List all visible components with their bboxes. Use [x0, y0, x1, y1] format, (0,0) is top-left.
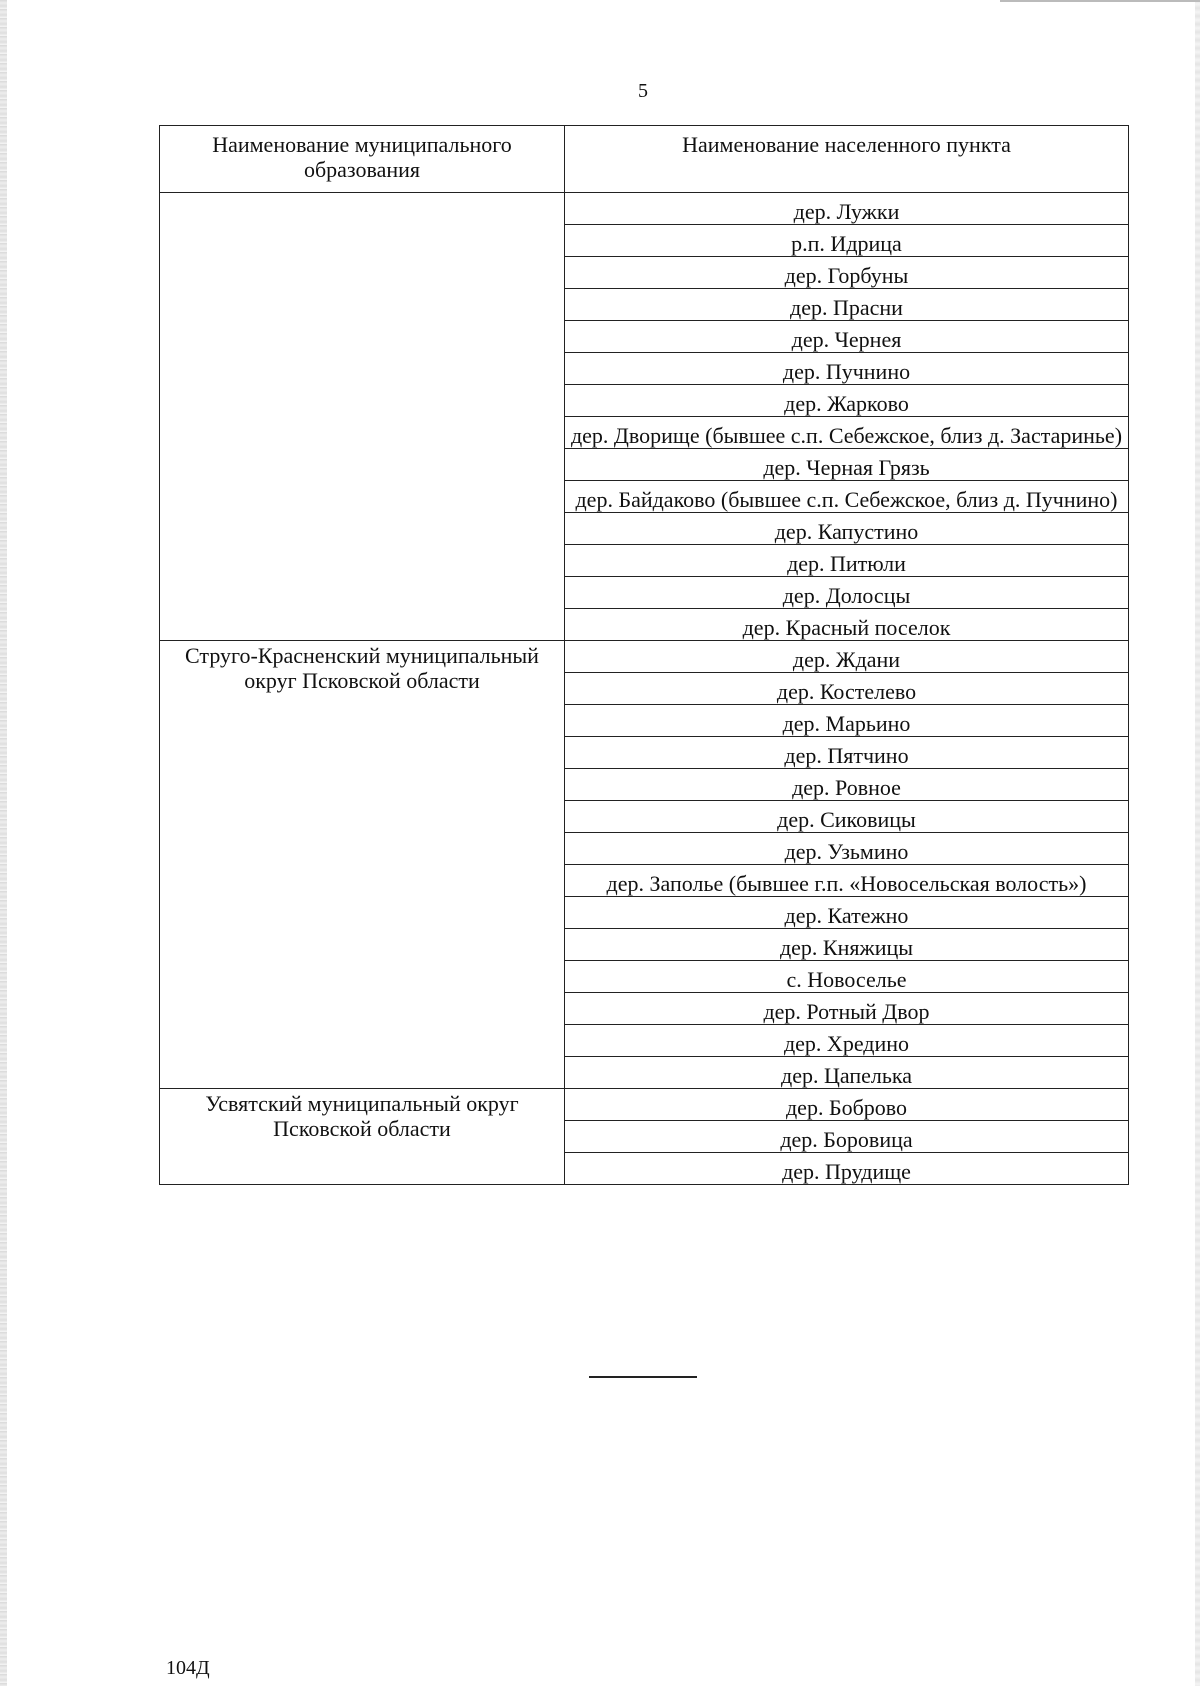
settlement-cell: с. Новоселье — [565, 961, 1129, 993]
settlement-cell: р.п. Идрица — [565, 225, 1129, 257]
settlement-cell: дер. Прудище — [565, 1153, 1129, 1185]
municipality-cell — [160, 193, 565, 641]
settlement-cell: дер. Чернея — [565, 321, 1129, 353]
settlement-cell: дер. Долосцы — [565, 577, 1129, 609]
settlement-cell: дер. Боровица — [565, 1121, 1129, 1153]
settlement-cell: дер. Лужки — [565, 193, 1129, 225]
municipality-cell: Усвятский муниципальный округ Псковской области — [160, 1089, 565, 1185]
settlement-cell: дер. Пятчино — [565, 737, 1129, 769]
settlement-cell: дер. Питюли — [565, 545, 1129, 577]
settlements-table — [159, 125, 1129, 1185]
end-rule — [589, 1376, 697, 1378]
document-code: 104Д — [166, 1657, 210, 1679]
settlement-cell: дер. Байдаково (бывшее с.п. Себежское, близ д. Пучнино) — [565, 481, 1129, 513]
table-header-row — [160, 126, 1129, 193]
settlement-cell: дер. Ждани — [565, 641, 1129, 673]
header-municipality: Наименование муниципального образования — [160, 126, 565, 193]
header-settlement: Наименование населенного пункта — [565, 126, 1129, 193]
settlement-cell: дер. Марьино — [565, 705, 1129, 737]
settlement-cell: дер. Капустино — [565, 513, 1129, 545]
scan-top-line — [1000, 0, 1200, 2]
municipality-cell: Струго-Красненский муниципальный округ Псковской области — [160, 641, 565, 1089]
settlement-cell: дер. Цапелька — [565, 1057, 1129, 1089]
table-row — [160, 193, 1129, 225]
settlement-cell: дер. Сиковицы — [565, 801, 1129, 833]
settlement-cell: дер. Черная Грязь — [565, 449, 1129, 481]
settlement-cell: дер. Княжицы — [565, 929, 1129, 961]
settlement-cell: дер. Узьмино — [565, 833, 1129, 865]
table-row — [160, 641, 1129, 673]
settlement-cell: дер. Костелево — [565, 673, 1129, 705]
settlement-cell: дер. Горбуны — [565, 257, 1129, 289]
settlement-cell: дер. Хредино — [565, 1025, 1129, 1057]
scan-edge-right — [1195, 0, 1200, 1686]
table-body — [160, 193, 1129, 1185]
settlement-cell: дер. Прасни — [565, 289, 1129, 321]
settlement-cell: дер. Пучнино — [565, 353, 1129, 385]
settlement-cell: дер. Боброво — [565, 1089, 1129, 1121]
settlement-cell: дер. Катежно — [565, 897, 1129, 929]
scan-edge-left — [0, 0, 7, 1686]
settlement-cell: дер. Ровное — [565, 769, 1129, 801]
settlement-cell: дер. Дворище (бывшее с.п. Себежское, близ д. Застаринье) — [565, 417, 1129, 449]
settlement-cell: дер. Жарково — [565, 385, 1129, 417]
page-number: 5 — [638, 80, 648, 102]
settlement-cell: дер. Заполье (бывшее г.п. «Новосельская волость») — [565, 865, 1129, 897]
settlement-cell: дер. Ротный Двор — [565, 993, 1129, 1025]
settlement-cell: дер. Красный поселок — [565, 609, 1129, 641]
table-row — [160, 1089, 1129, 1121]
